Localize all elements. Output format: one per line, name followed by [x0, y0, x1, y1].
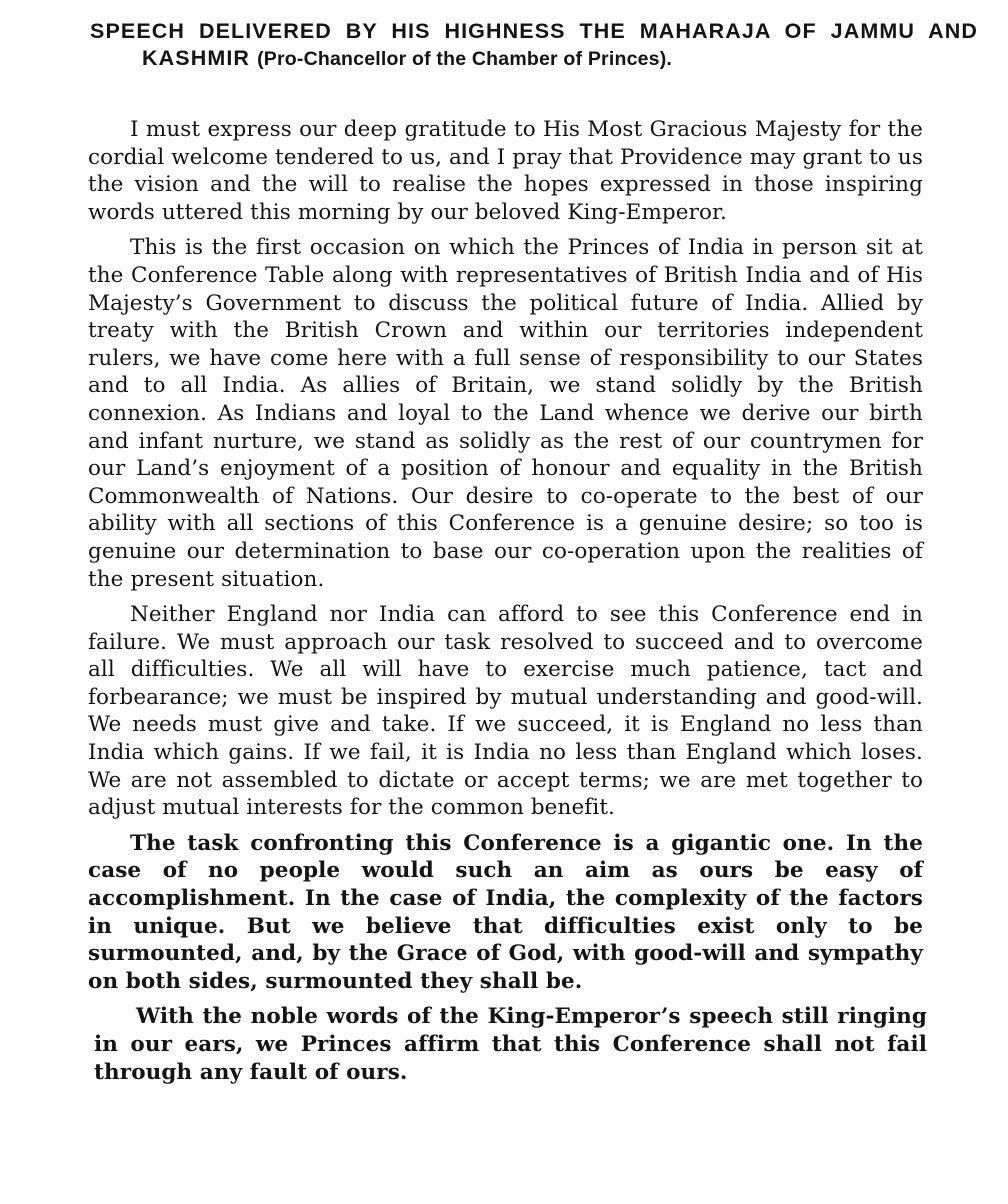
heading-parenthetical: (Pro-Chancellor of the Chamber of Princes). — [257, 48, 673, 70]
heading-main: SPEECH DELIVERED BY HIS HIGHNESS THE MAHARAJA OF JAMMU AND KASHMIR — [90, 19, 978, 70]
paragraph-gratitude: I must express our deep gratitude to His Most Gracious Majesty for the cordial welcome tendered to us, and I pray that Providence may grant to us the vision and the will to realise the hopes expressed in those inspiring words uttered this morning by our beloved King-Emperor. — [88, 117, 923, 225]
speech-body — [88, 116, 927, 1094]
paragraph-failure: Neither England nor India can afford to see this Conference end in failure. We must approach our task resolved to succeed and to overcome all difficulties. We all will have to exercise much patience, tact and forbearance; we must be inspired by mutual understanding and good-will. We needs must give and take. If we succeed, it is England no less than India which gains. If we fail, it is India no less than England which loses. We are not assembled to dictate or accept terms; we are met together to adjust mutual interests for the common benefit. — [88, 602, 923, 821]
paragraph-closing: With the noble words of the King-Emperor’s speech still ringing in our ears, we Princes affirm that this Conference shall not fail through any fault of ours. — [94, 1004, 927, 1085]
paragraph-task: The task confronting this Conference is a gigantic one. In the case of no people would such an aim as ours be easy of accomplishment. In the case of India, the complexity of the factors in unique. But we believe that difficulties exist only to be surmounted, and, by the Grace of God, with good-will and sympathy on both sides, surmounted they shall be. — [88, 830, 923, 994]
paragraph-first-occasion: This is the first occasion on which the Princes of India in person sit at the Conference Table along with representatives of British India and of His Majesty’s Government to discuss the political future of India. Allied by treaty with the British Crown and within our territories independent rulers, we have come here with a full sense of responsibility to our States and to all India. As allies of Britain, we stand solidly by the British connexion. As Indians and loyal to the Land whence we derive our birth and infant nurture, we stand as solidly as the rest of our countrymen for our Land’s enjoyment of a position of honour and equality in the British Commonwealth of Nations. Our desire to co-operate to the best of our ability with all sections of this Conference is a genuine desire; so too is genuine our determination to base our co-operation upon the realities of the present situation. — [88, 235, 923, 592]
speech-heading — [90, 18, 978, 73]
